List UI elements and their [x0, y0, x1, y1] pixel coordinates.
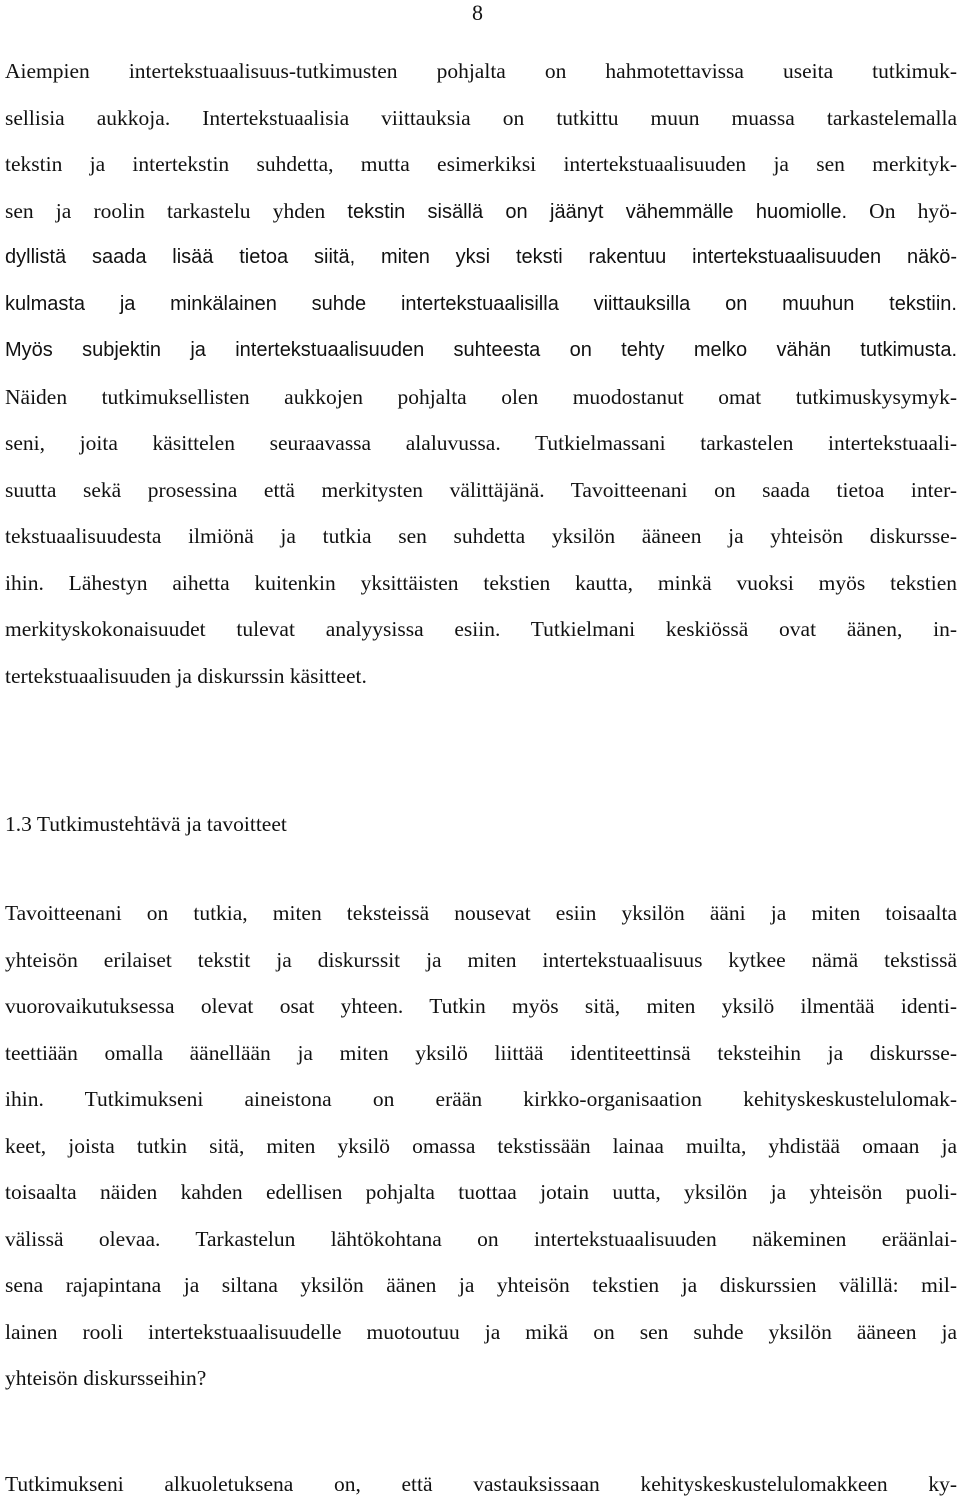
page-number: 8	[472, 0, 483, 25]
text-line: välissä olevaa. Tarkastelun lähtökohtana on intertekstuaalisuuden näkeminen eräänlai-	[5, 1226, 957, 1251]
text-line: dyllistä saada lisää tietoa siitä, miten yksi teksti rakentuu intertekstuaalisuuden näkö-	[5, 246, 957, 268]
text-line: tekstin ja intertekstin suhdetta, mutta esimerkiksi intertekstuaalisuuden ja sen merkityk-	[5, 152, 957, 176]
text-line: Aiempien intertekstuaalisuus-tutkimusten pohjalta on hahmotettavissa useita tutkimuk-	[5, 59, 957, 83]
text-line-mixed-font	[5, 188, 957, 235]
text-line: kulmasta ja minkälainen suhde intertekstuaalisilla viittauksilla on muuhun tekstiin.	[5, 292, 957, 315]
text-line: sellisia aukkoja. Intertekstuaalisia viittauksia on tutkittu muun muassa tarkastelemalla	[5, 105, 957, 130]
text-line: Tavoitteenani on tutkia, miten teksteissä nousevat esiin yksilön ääni ja miten toisaalta	[5, 901, 957, 925]
text-line: sena rajapintana ja siltana yksilön äänen ja yhteisön tekstien ja diskurssien välillä: mil-	[5, 1273, 957, 1297]
text-line: seni, joita käsittelen seuraavassa alaluvussa. Tutkielmassani tarkastelen intertekstuaali-	[5, 431, 957, 455]
text-segment-sans: tekstin sisällä on jäänyt vähemmälle huomiolle.	[347, 200, 848, 223]
text-line: ihin. Tutkimukseni aineistona on erään kirkko-organisaation kehityskeskustelulomak-	[5, 1087, 957, 1111]
body-paragraph-2	[5, 890, 957, 1402]
text-line: toisaalta näiden kahden edellisen pohjalta tuottaa jotain uutta, yksilön ja yhteisön puoli-	[5, 1180, 957, 1204]
text-line: Tutkimukseni alkuoletuksena on, että vastauksissaan kehityskeskustelulomakkeen ky-	[5, 1472, 957, 1496]
text-line: suutta sekä prosessina että merkitysten välittäjänä. Tavoitteenani on saada tietoa inter-	[5, 477, 957, 502]
text-line: merkityskokonaisuudet tulevat analyysissa esiin. Tutkielmani keskiössä ovat äänen, in-	[5, 617, 957, 641]
text-segment-serif: On hyö-	[847, 198, 957, 223]
text-line: keet, joista tutkin sitä, miten yksilö omassa tekstissään lainaa muilta, yhdistää omaan ja	[5, 1133, 957, 1158]
text-line: Näiden tutkimuksellisten aukkojen pohjalta olen muodostanut omat tutkimuskysymyk-	[5, 384, 957, 409]
text-line: teettiään omalla äänellään ja miten yksilö liittää identiteettinsä teksteihin ja diskursse-	[5, 1040, 957, 1065]
text-segment-serif: sen ja roolin tarkastelu yhden	[5, 198, 348, 223]
text-line: Myös subjektin ja intertekstuaalisuuden suhteesta on tehty melko vähän tutkimusta.	[5, 339, 957, 361]
body-paragraph-1	[5, 48, 957, 699]
text-line: tertekstuaalisuuden ja diskurssin käsitteet.	[5, 663, 367, 688]
section-heading: 1.3 Tutkimustehtävä ja tavoitteet	[5, 812, 287, 836]
text-line: yhteisön erilaiset tekstit ja diskurssit ja miten intertekstuaalisuus kytkee nämä tekstissä	[5, 947, 957, 972]
text-line: tekstuaalisuudesta ilmiönä ja tutkia sen suhdetta yksilön ääneen ja yhteisön diskursse-	[5, 524, 957, 548]
text-line: vuorovaikutuksessa olevat osat yhteen. Tutkin myös sitä, miten yksilö ilmentää identi-	[5, 994, 957, 1018]
text-line: yhteisön diskursseihin?	[5, 1366, 207, 1390]
text-line: ihin. Lähestyn aihetta kuitenkin yksittäisten tekstien kautta, minkä vuoksi myös tekstien	[5, 570, 957, 595]
text-line: lainen rooli intertekstuaalisuudelle muotoutuu ja mikä on sen suhde yksilön ääneen ja	[5, 1319, 957, 1344]
